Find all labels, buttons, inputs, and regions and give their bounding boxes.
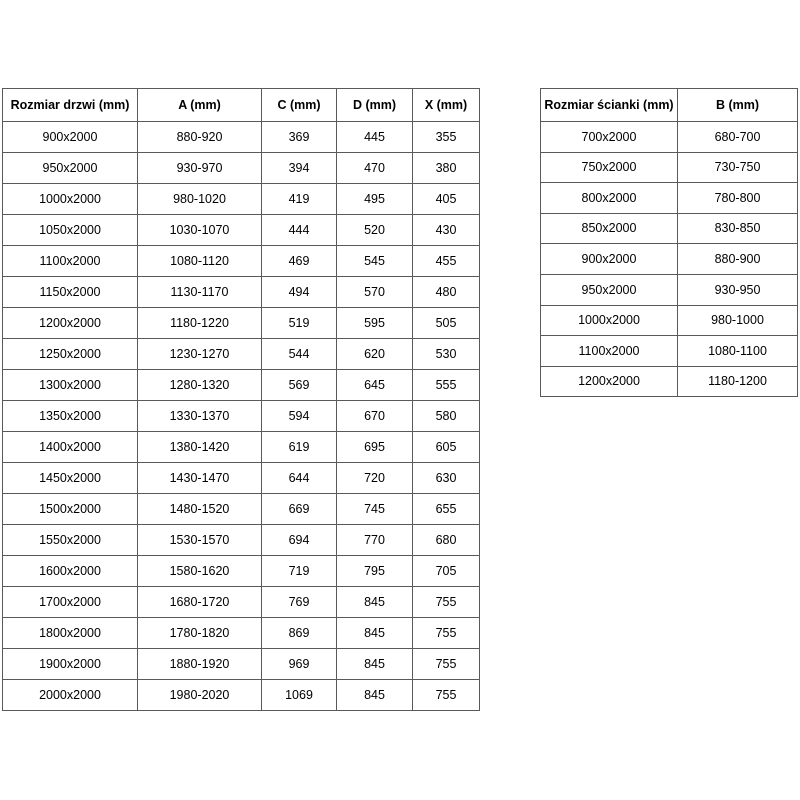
- table-cell: 1900x2000: [3, 649, 138, 680]
- table-cell: 900x2000: [541, 244, 678, 275]
- table-cell: 845: [337, 649, 413, 680]
- table-cell: 705: [413, 556, 480, 587]
- table-cell: 1700x2000: [3, 587, 138, 618]
- table-cell: 1100x2000: [541, 336, 678, 367]
- table-cell: 1180-1200: [678, 366, 798, 397]
- table-cell: 695: [337, 432, 413, 463]
- column-header: Rozmiar drzwi (mm): [3, 89, 138, 122]
- table-cell: 1880-1920: [138, 649, 262, 680]
- table-cell: 755: [413, 680, 480, 711]
- table-cell: 1050x2000: [3, 215, 138, 246]
- table-cell: 930-950: [678, 274, 798, 305]
- table-cell: 755: [413, 587, 480, 618]
- table-cell: 1100x2000: [3, 246, 138, 277]
- table-cell: 580: [413, 401, 480, 432]
- table-cell: 755: [413, 618, 480, 649]
- table-cell: 1450x2000: [3, 463, 138, 494]
- header-row: [3, 89, 480, 122]
- table-cell: 745: [337, 494, 413, 525]
- table-cell: 1200x2000: [3, 308, 138, 339]
- table-row: [541, 213, 798, 244]
- table-cell: 444: [262, 215, 337, 246]
- table-cell: 1280-1320: [138, 370, 262, 401]
- table-cell: 569: [262, 370, 337, 401]
- table-cell: 655: [413, 494, 480, 525]
- table-row: [3, 277, 480, 308]
- table-cell: 1230-1270: [138, 339, 262, 370]
- table-cell: 480: [413, 277, 480, 308]
- table-row: [3, 463, 480, 494]
- table-cell: 544: [262, 339, 337, 370]
- table-row: [3, 649, 480, 680]
- table-cell: 1500x2000: [3, 494, 138, 525]
- table-cell: 669: [262, 494, 337, 525]
- table-cell: 1800x2000: [3, 618, 138, 649]
- table-cell: 719: [262, 556, 337, 587]
- table-cell: 380: [413, 153, 480, 184]
- table-cell: 1030-1070: [138, 215, 262, 246]
- table-row: [3, 587, 480, 618]
- table-cell: 680-700: [678, 122, 798, 153]
- table-cell: 1130-1170: [138, 277, 262, 308]
- table-row: [3, 370, 480, 401]
- table-cell: 1300x2000: [3, 370, 138, 401]
- table-cell: 2000x2000: [3, 680, 138, 711]
- table-cell: 769: [262, 587, 337, 618]
- table-cell: 1400x2000: [3, 432, 138, 463]
- table-row: [541, 366, 798, 397]
- table-cell: 850x2000: [541, 213, 678, 244]
- table-cell: 1430-1470: [138, 463, 262, 494]
- table-cell: 495: [337, 184, 413, 215]
- table-cell: 700x2000: [541, 122, 678, 153]
- table-cell: 795: [337, 556, 413, 587]
- table-row: [3, 525, 480, 556]
- table-cell: 445: [337, 122, 413, 153]
- table-cell: 630: [413, 463, 480, 494]
- table-cell: 455: [413, 246, 480, 277]
- table-row: [541, 122, 798, 153]
- table-cell: 519: [262, 308, 337, 339]
- table-cell: 1150x2000: [3, 277, 138, 308]
- table-cell: 1480-1520: [138, 494, 262, 525]
- header-row: [541, 89, 798, 122]
- table-row: [3, 153, 480, 184]
- table-cell: 1380-1420: [138, 432, 262, 463]
- table-row: [541, 305, 798, 336]
- table-cell: 1200x2000: [541, 366, 678, 397]
- table-cell: 1680-1720: [138, 587, 262, 618]
- column-header: B (mm): [678, 89, 798, 122]
- table-row: [3, 432, 480, 463]
- table-cell: 619: [262, 432, 337, 463]
- table-cell: 780-800: [678, 183, 798, 214]
- table-cell: 1580-1620: [138, 556, 262, 587]
- table-cell: 1550x2000: [3, 525, 138, 556]
- table-cell: 1980-2020: [138, 680, 262, 711]
- table-cell: 880-920: [138, 122, 262, 153]
- table-row: [3, 339, 480, 370]
- table-cell: 730-750: [678, 152, 798, 183]
- table-cell: 1180-1220: [138, 308, 262, 339]
- table-cell: 720: [337, 463, 413, 494]
- table-cell: 470: [337, 153, 413, 184]
- column-header: X (mm): [413, 89, 480, 122]
- column-header: A (mm): [138, 89, 262, 122]
- table-cell: 845: [337, 587, 413, 618]
- table-cell: 1000x2000: [541, 305, 678, 336]
- table-cell: 1330-1370: [138, 401, 262, 432]
- table-cell: 845: [337, 680, 413, 711]
- column-header: C (mm): [262, 89, 337, 122]
- table-row: [3, 184, 480, 215]
- table-cell: 530: [413, 339, 480, 370]
- table-row: [3, 401, 480, 432]
- table-cell: 969: [262, 649, 337, 680]
- table-cell: 950x2000: [3, 153, 138, 184]
- table-cell: 355: [413, 122, 480, 153]
- table-cell: 980-1000: [678, 305, 798, 336]
- table-cell: 620: [337, 339, 413, 370]
- table-cell: 900x2000: [3, 122, 138, 153]
- table-cell: 1600x2000: [3, 556, 138, 587]
- table-cell: 950x2000: [541, 274, 678, 305]
- table-row: [3, 122, 480, 153]
- table-row: [541, 336, 798, 367]
- table-cell: 520: [337, 215, 413, 246]
- table-cell: 1080-1120: [138, 246, 262, 277]
- table-cell: 1250x2000: [3, 339, 138, 370]
- table-row: [3, 494, 480, 525]
- table-cell: 1000x2000: [3, 184, 138, 215]
- table-cell: 430: [413, 215, 480, 246]
- table-row: [3, 556, 480, 587]
- column-header: D (mm): [337, 89, 413, 122]
- table-cell: 750x2000: [541, 152, 678, 183]
- table-cell: 770: [337, 525, 413, 556]
- table-row: [3, 680, 480, 711]
- table-cell: 869: [262, 618, 337, 649]
- table-cell: 369: [262, 122, 337, 153]
- column-header: Rozmiar ścianki (mm): [541, 89, 678, 122]
- table-cell: 980-1020: [138, 184, 262, 215]
- table-row: [541, 152, 798, 183]
- table-cell: 1350x2000: [3, 401, 138, 432]
- table-cell: 1530-1570: [138, 525, 262, 556]
- table-row: [541, 183, 798, 214]
- table-cell: 605: [413, 432, 480, 463]
- table-row: [3, 308, 480, 339]
- table-cell: 670: [337, 401, 413, 432]
- table-cell: 694: [262, 525, 337, 556]
- table-cell: 755: [413, 649, 480, 680]
- table-cell: 644: [262, 463, 337, 494]
- table-row: [541, 244, 798, 275]
- table-cell: 845: [337, 618, 413, 649]
- table-cell: 555: [413, 370, 480, 401]
- table-cell: 595: [337, 308, 413, 339]
- table-cell: 405: [413, 184, 480, 215]
- table-cell: 570: [337, 277, 413, 308]
- table-cell: 1080-1100: [678, 336, 798, 367]
- table-cell: 830-850: [678, 213, 798, 244]
- table-row: [3, 215, 480, 246]
- wall-panel-dimensions-table: [540, 88, 798, 397]
- table-cell: 394: [262, 153, 337, 184]
- table-cell: 680: [413, 525, 480, 556]
- table-cell: 469: [262, 246, 337, 277]
- table-row: [3, 246, 480, 277]
- table-cell: 594: [262, 401, 337, 432]
- table-cell: 505: [413, 308, 480, 339]
- table-cell: 545: [337, 246, 413, 277]
- door-dimensions-table: [2, 88, 480, 711]
- table-row: [541, 274, 798, 305]
- table-cell: 880-900: [678, 244, 798, 275]
- table-cell: 645: [337, 370, 413, 401]
- table-cell: 1780-1820: [138, 618, 262, 649]
- table-cell: 930-970: [138, 153, 262, 184]
- table-row: [3, 618, 480, 649]
- table-cell: 800x2000: [541, 183, 678, 214]
- table-cell: 494: [262, 277, 337, 308]
- table-cell: 1069: [262, 680, 337, 711]
- table-cell: 419: [262, 184, 337, 215]
